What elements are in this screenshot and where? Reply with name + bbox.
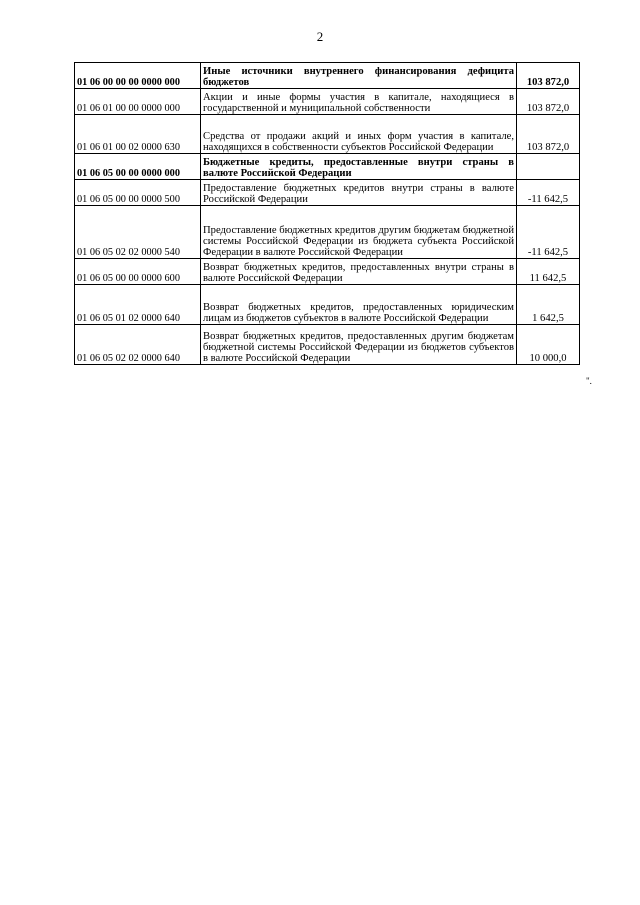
table-row — [75, 285, 580, 325]
table-row — [75, 89, 580, 115]
table-row — [75, 325, 580, 365]
page-number: 2 — [316, 29, 324, 44]
row-description: Предоставление бюджетных кредитов другим бюджетам бюджетной системы Российской Федерации из бюджета субъекта Российской Федерации в валюте Российской Федерации — [201, 206, 517, 259]
classification-code: 01 06 01 00 02 0000 630 — [75, 115, 201, 154]
classification-code: 01 06 05 02 02 0000 540 — [75, 206, 201, 259]
row-amount: 103 872,0 — [517, 89, 580, 115]
classification-code: 01 06 05 00 00 0000 600 — [75, 259, 201, 285]
row-description: Возврат бюджетных кредитов, предоставленных внутри страны в валюте Российской Федерации — [201, 259, 517, 285]
row-description: Иные источники внутреннего финансирования дефицита бюджетов — [201, 63, 517, 89]
row-description: Возврат бюджетных кредитов, предоставленных другим бюджетам бюджетной системы Российской Федерации из бюджетов субъектов в валюте Российской Федерации — [201, 325, 517, 365]
row-amount: 10 000,0 — [517, 325, 580, 365]
row-description: Предоставление бюджетных кредитов внутри страны в валюте Российской Федерации — [201, 180, 517, 206]
classification-code: 01 06 05 01 02 0000 640 — [75, 285, 201, 325]
classification-code: 01 06 05 00 00 0000 000 — [75, 154, 201, 180]
row-description: Средства от продажи акций и иных форм участия в капитале, находящихся в собственности субъектов Российской Федерации — [201, 115, 517, 154]
row-amount: 1 642,5 — [517, 285, 580, 325]
classification-code: 01 06 01 00 00 0000 000 — [75, 89, 201, 115]
row-description: Возврат бюджетных кредитов, предоставленных юридическим лицам из бюджетов субъектов в валюте Российской Федерации — [201, 285, 517, 325]
closing-quote-mark: ". — [586, 376, 592, 386]
table-row — [75, 206, 580, 259]
table-row — [75, 115, 580, 154]
classification-code: 01 06 05 02 02 0000 640 — [75, 325, 201, 365]
row-amount: 11 642,5 — [517, 259, 580, 285]
row-description: Бюджетные кредиты, предоставленные внутри страны в валюте Российской Федерации — [201, 154, 517, 180]
row-amount: -11 642,5 — [517, 206, 580, 259]
row-amount: 103 872,0 — [517, 115, 580, 154]
classification-code: 01 06 00 00 00 0000 000 — [75, 63, 201, 89]
table-row — [75, 63, 580, 89]
table-row — [75, 154, 580, 180]
row-description: Акции и иные формы участия в капитале, находящиеся в государственной и муниципальной собственности — [201, 89, 517, 115]
classification-code: 01 06 05 00 00 0000 500 — [75, 180, 201, 206]
table-row — [75, 259, 580, 285]
budget-sources-table — [74, 62, 580, 365]
table-row — [75, 180, 580, 206]
row-amount — [517, 154, 580, 180]
row-amount: -11 642,5 — [517, 180, 580, 206]
row-amount: 103 872,0 — [517, 63, 580, 89]
